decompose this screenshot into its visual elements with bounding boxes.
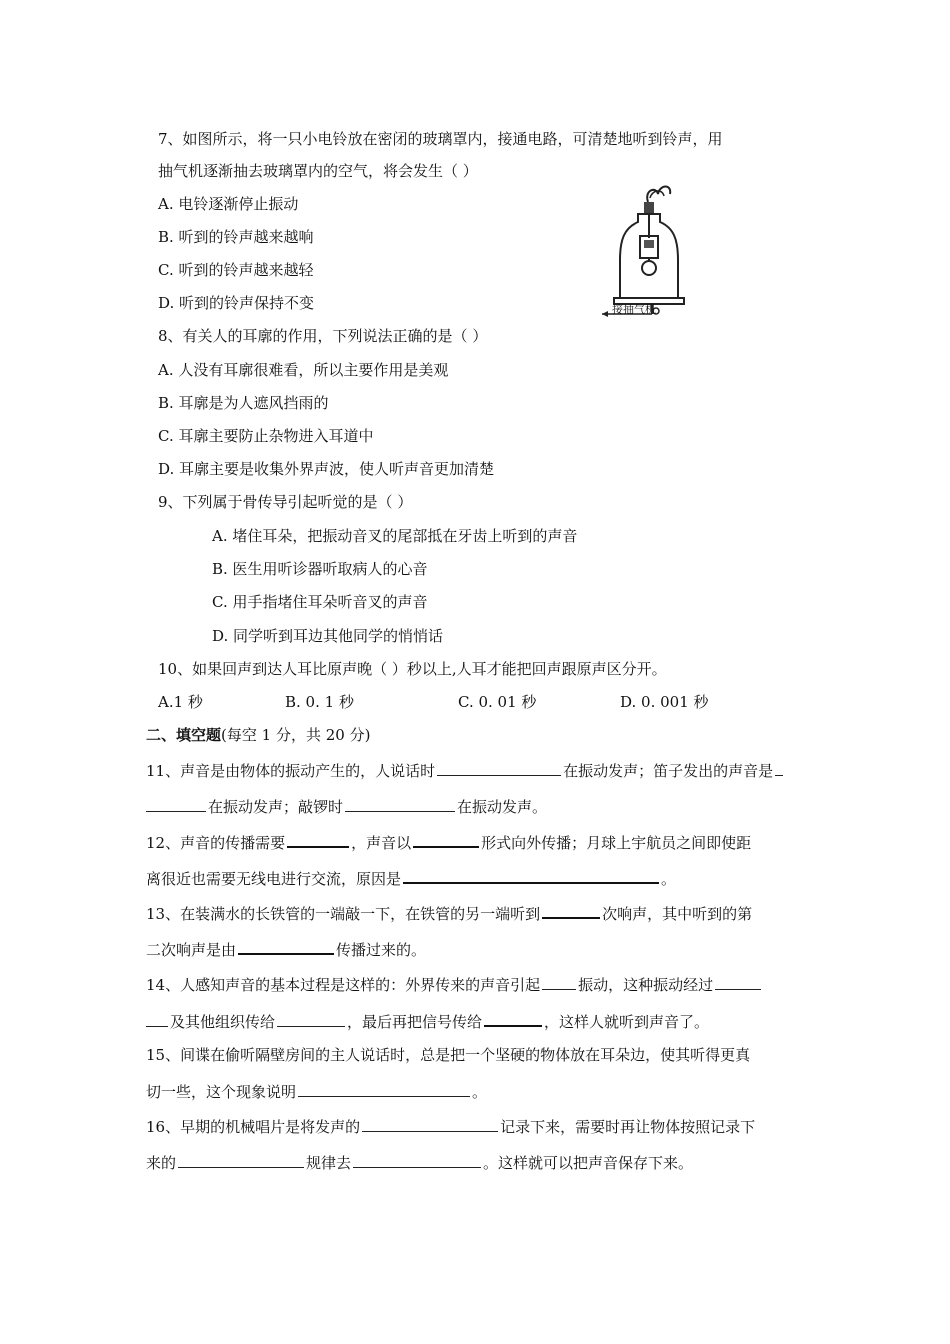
- q11-text-2: 在振动发声；笛子发出的声音是: [563, 762, 774, 780]
- q13-blank-2[interactable]: [238, 938, 334, 955]
- q12-text-1: 12、声音的传播需要: [146, 834, 286, 852]
- q14-blank-2a[interactable]: [715, 974, 761, 990]
- q15-line1: 15、间谍在偷听隔壁房间的主人说话时，总是把一个坚硬的物体放在耳朵边，使其听得更真: [146, 1046, 751, 1064]
- q13-text-1: 13、在装满水的长铁管的一端敲一下，在铁管的另一端听到: [146, 905, 541, 923]
- q14-blank-3[interactable]: [277, 1011, 345, 1027]
- q11-line1: [146, 760, 785, 781]
- section-2-header: [146, 725, 370, 745]
- q10-option-a: A.1 秒: [158, 693, 203, 711]
- q7-option-a: A. 电铃逐渐停止振动: [158, 195, 299, 213]
- q8-option-b: B. 耳廓是为人遮风挡雨的: [158, 394, 329, 412]
- q11-text-4: 在振动发声。: [457, 798, 548, 816]
- section-2-note: (每空 1 分，共 20 分): [221, 726, 371, 744]
- q11-text-3: 在振动发声；敲锣时: [208, 798, 344, 816]
- q16-text-3: 来的: [146, 1154, 177, 1172]
- q7-option-b: B. 听到的铃声越来越响: [158, 228, 314, 246]
- q9-stem: 9、下列属于骨传导引起听觉的是（ ）: [158, 493, 413, 511]
- q11-line2: [146, 796, 547, 817]
- q11-blank-2b[interactable]: [146, 796, 206, 812]
- q15-text-2: 切一些，这个现象说明: [146, 1083, 297, 1101]
- q8-option-a: A. 人没有耳廓很难看，所以主要作用是美观: [158, 361, 449, 379]
- q9-option-b: B. 医生用听诊器听取病人的心音: [212, 560, 428, 578]
- q12-line1: [146, 831, 751, 853]
- q9-option-c: C. 用手指堵住耳朵听音叉的声音: [212, 593, 428, 611]
- q14-blank-1[interactable]: [542, 974, 576, 990]
- q13-line1: [146, 902, 752, 924]
- q12-text-2: ，声音以: [351, 834, 412, 852]
- q11-blank-3[interactable]: [345, 796, 455, 812]
- q12-blank-1[interactable]: [287, 831, 349, 848]
- q9-option-d: D. 同学听到耳边其他同学的悄悄话: [212, 627, 444, 645]
- q7-stem-line2: 抽气机逐渐抽去玻璃罩内的空气，将会发生（ ）: [158, 162, 478, 180]
- q14-text-5: ，这样人就听到声音了。: [544, 1013, 710, 1031]
- q12-blank-3[interactable]: [403, 867, 659, 884]
- q13-text-3: 二次响声是由: [146, 941, 237, 959]
- section-2-title: 二、填空题: [146, 726, 222, 744]
- q10-option-d: D. 0. 001 秒: [620, 693, 709, 711]
- q8-stem: 8、有关人的耳廓的作用，下列说法正确的是（ ）: [158, 327, 488, 345]
- q13-blank-1[interactable]: [542, 902, 600, 919]
- q16-line2: [146, 1152, 693, 1173]
- q14-line1: [146, 974, 763, 995]
- q7-stem-line1: 7、如图所示，将一只小电铃放在密闭的玻璃罩内，接通电路，可清楚地听到铃声，用: [158, 130, 723, 148]
- q12-text-3: 形式向外传播；月球上宇航员之间即使距: [481, 834, 752, 852]
- q12-blank-2[interactable]: [413, 831, 479, 848]
- q16-text-1: 16、早期的机械唱片是将发声的: [146, 1118, 361, 1136]
- q15-blank-1[interactable]: [298, 1081, 470, 1097]
- q7-option-c: C. 听到的铃声越来越轻: [158, 261, 314, 279]
- q12-text-4: 离很近也需要无线电进行交流，原因是: [146, 870, 402, 888]
- q11-blank-1[interactable]: [437, 760, 561, 776]
- q14-blank-4[interactable]: [484, 1010, 542, 1027]
- q11-blank-2a[interactable]: [775, 760, 783, 776]
- q14-blank-2b[interactable]: [146, 1011, 168, 1027]
- q16-line1: [146, 1116, 755, 1137]
- q12-text-5: 。: [661, 870, 677, 888]
- q13-line2: [146, 938, 426, 960]
- figure-caption: 接抽气机: [612, 303, 656, 316]
- q12-line2: [146, 867, 676, 889]
- q16-text-2: 记录下来，需要时再让物体按照记录下: [500, 1118, 756, 1136]
- q16-blank-2[interactable]: [178, 1152, 304, 1168]
- q9-option-a: A. 堵住耳朵，把振动音叉的尾部抵在牙齿上听到的声音: [212, 527, 578, 545]
- q8-option-c: C. 耳廓主要防止杂物进入耳道中: [158, 427, 374, 445]
- q14-text-1: 14、人感知声音的基本过程是这样的：外界传来的声音引起: [146, 976, 541, 994]
- q10-option-b: B. 0. 1 秒: [285, 693, 354, 711]
- q15-line2: [146, 1081, 487, 1102]
- q7-option-d: D. 听到的铃声保持不变: [158, 294, 315, 312]
- q13-text-4: 传播过来的。: [336, 941, 427, 959]
- bell-jar-figure: [600, 180, 690, 320]
- q14-text-4: ，最后再把信号传给: [347, 1013, 483, 1031]
- q16-text-5: 。这样就可以把声音保存下来。: [483, 1154, 694, 1172]
- q8-option-d: D. 耳廓主要是收集外界声波，使人听声音更加清楚: [158, 460, 495, 478]
- q15-text-3: 。: [472, 1083, 488, 1101]
- q10-option-c: C. 0. 01 秒: [458, 693, 537, 711]
- q14-text-3: 及其他组织传给: [170, 1013, 276, 1031]
- q11-text-1: 11、声音是由物体的振动产生的，人说话时: [146, 762, 436, 780]
- q16-text-4: 规律去: [306, 1154, 352, 1172]
- q10-stem: 10、如果回声到达人耳比原声晚（ ）秒以上,人耳才能把回声跟原声区分开。: [158, 660, 667, 678]
- q14-line2: [146, 1010, 709, 1032]
- q14-text-2: 振动，这种振动经过: [578, 976, 714, 994]
- q16-blank-1[interactable]: [362, 1116, 498, 1132]
- q13-text-2: 次响声，其中听到的第: [602, 905, 753, 923]
- q16-blank-3[interactable]: [353, 1152, 481, 1168]
